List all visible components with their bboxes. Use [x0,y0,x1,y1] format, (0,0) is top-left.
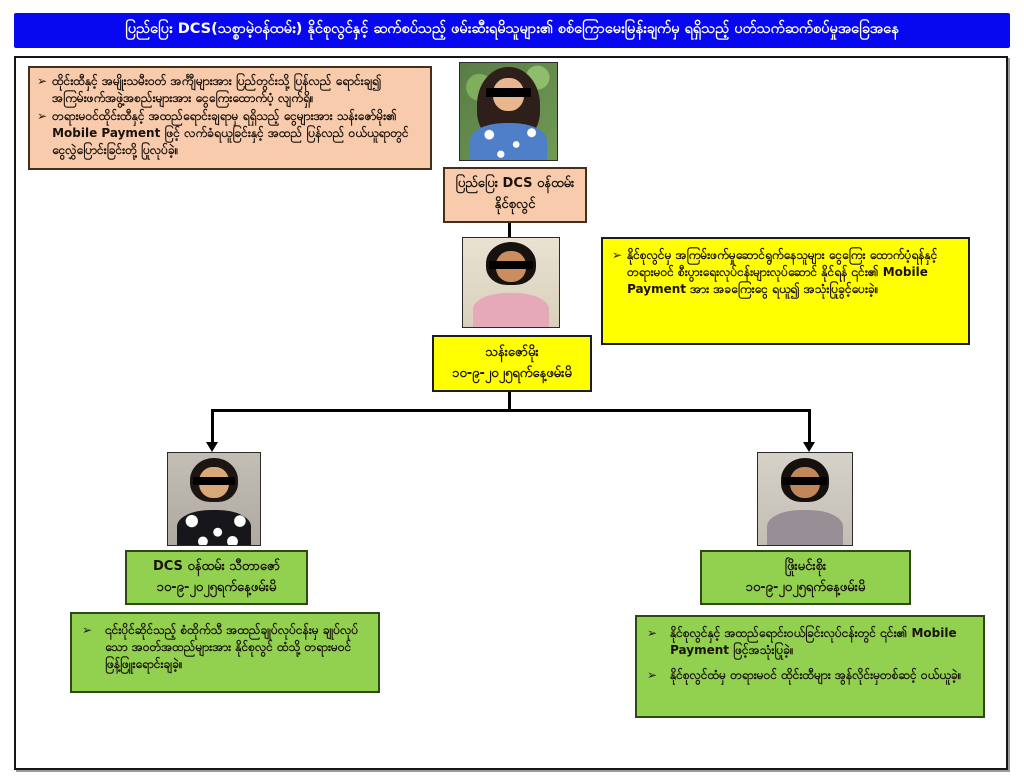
bullet-item [612,247,959,298]
arrow-bullet-icon: ➢ [612,248,623,262]
eye-redaction-bar [193,477,235,485]
person-name: သန်းဇော်မိုး [485,344,539,360]
arrest-date: ၁၀-၉-၂၀၂၅ရက်နေ့ဖမ်းမိ [452,365,572,381]
arrest-date: ၁၀-၉-၂၀၂၅ရက်နေ့ဖမ်းမိ [156,579,277,595]
connector-vertical-top [508,223,511,238]
bullet-item [37,108,423,159]
bullet-item [82,622,368,673]
label-phyo-min-soe [700,550,911,605]
orange-info-box [28,66,432,170]
arrow-down-icon [803,442,815,452]
arrest-date: ၁၀-၉-၂၀၂၅ရက်နေ့ဖမ်းမိ [745,579,866,595]
label-than-zaw-moe [432,335,592,392]
arrow-bullet-icon: ➢ [37,74,48,88]
clothing [473,293,550,328]
person-role-name: DCS ဝန်ထမ်း သီတာဇော် [152,558,281,574]
bullet-text: နိုင်စုလွင်ထံမှ တရားမဝင် ထိုင်းထီများ အွန်လိုင်းမှတစ်ဆင့် ဝယ်ယူခဲ့။ [670,668,962,683]
arrow-bullet-icon: ➢ [647,626,658,640]
person-name: ဖြိုးမင်းစိုး [784,558,827,574]
connector-vertical-left [211,409,214,443]
page-title: ပြည်ပြေး DCS(သစ္စာမဲ့ဝန်ထမ်း) နိုင်စုလွင်နှင့် ဆက်စပ်သည့် ဖမ်းဆီးရမိသူများ၏ စစ်ကြောမေးမြန်းချက်မှ ရရှိသည့် ပတ်သက်ဆက်စပ်မှုအခြေအနေ [125,21,899,37]
clothing [470,123,548,161]
bullet-item [37,73,423,107]
photo-phyo-min-soe [757,452,853,546]
clothing [177,510,251,546]
label-naing-su-lwin [443,167,587,223]
bullet-text: နိုင်စုလွင်မှ အကြမ်းဖက်မှုဆောင်ရွက်နေသူများ ငွေကြေး ထောက်ပံ့ရန်နှင့် တရားမဝင် စီးပွားရေးလုပ်ငန်းများလုပ်ဆောင် နိုင်ရန် ၎င်း၏ Mobile Payment အား အခကြေးငွေ ရယူ၍ အသုံးပြုခွင့်ပေးခဲ့။ [627,248,938,297]
bullet-text: တရားမဝင်ထိုင်းထီနှင့် အထည်ရောင်းချရာမှ ရရှိသည့် ငွေများအား သန်းဇော်မိုး၏ Mobile Payment ဖြင့် လက်ခံရယူခြင်းနှင့် အထည် ပြန်လည် ဝယ်ယူရာတွင် ငွေလွှဲပြောင်းခြင်းတို့ ပြုလုပ်ခဲ့။ [52,109,409,158]
green-note-box-right [635,615,985,718]
person-role: ပြည်ပြေး DCS ဝန်ထမ်း [455,176,575,192]
bullet-item [647,625,973,659]
arrow-down-icon [206,442,218,452]
bullet-text: နိုင်စုလွင်နှင့် အထည်ရောင်းဝယ်ခြင်းလုပ်ငန်းတွင် ၎င်း၏ Mobile Payment ဖြင့်အသုံးပြုခဲ့။ [670,626,957,658]
bullet-text: ထိုင်းထီနှင့် အမျိုးသမီးဝတ် အင်္ကျီများအား ပြည်တွင်းသို့ ပြန်လည် ရောင်းချ၍ အကြမ်းဖက်အဖွဲ့အစည်းများအား ငွေကြေးထောက်ပံ့ လျက်ရှိ။ [52,74,382,106]
eye-redaction-bar [489,261,533,269]
bullet-item [647,667,973,684]
arrow-bullet-icon: ➢ [82,623,93,637]
bullet-text: ၎င်းပိုင်ဆိုင်သည့် စံထိုက်သီ အထည်ချုပ်လုပ်ငန်းမှ ချုပ်လုပ်သော အဝတ်အထည်များအား နိုင်စုလွင် ထံသို့ တရားမဝင် ဖြန့်ဖြူးရောင်းချခဲ့။ [105,623,359,672]
clothing [767,510,842,546]
eye-redaction-bar [486,88,531,97]
connector-horizontal [211,409,811,412]
arrow-bullet-icon: ➢ [647,668,658,683]
title-bar [14,13,1010,48]
photo-naing-su-lwin [459,62,558,161]
person-name: နိုင်စုလွင် [494,197,536,212]
green-note-box-left [70,612,380,693]
arrow-bullet-icon: ➢ [37,109,48,124]
eye-redaction-bar [783,477,826,485]
yellow-note-box [601,237,970,345]
photo-thida-zaw [167,452,261,546]
label-thida-zaw [125,550,308,605]
photo-than-zaw-moe [462,237,560,328]
connector-vertical-right [808,409,811,443]
